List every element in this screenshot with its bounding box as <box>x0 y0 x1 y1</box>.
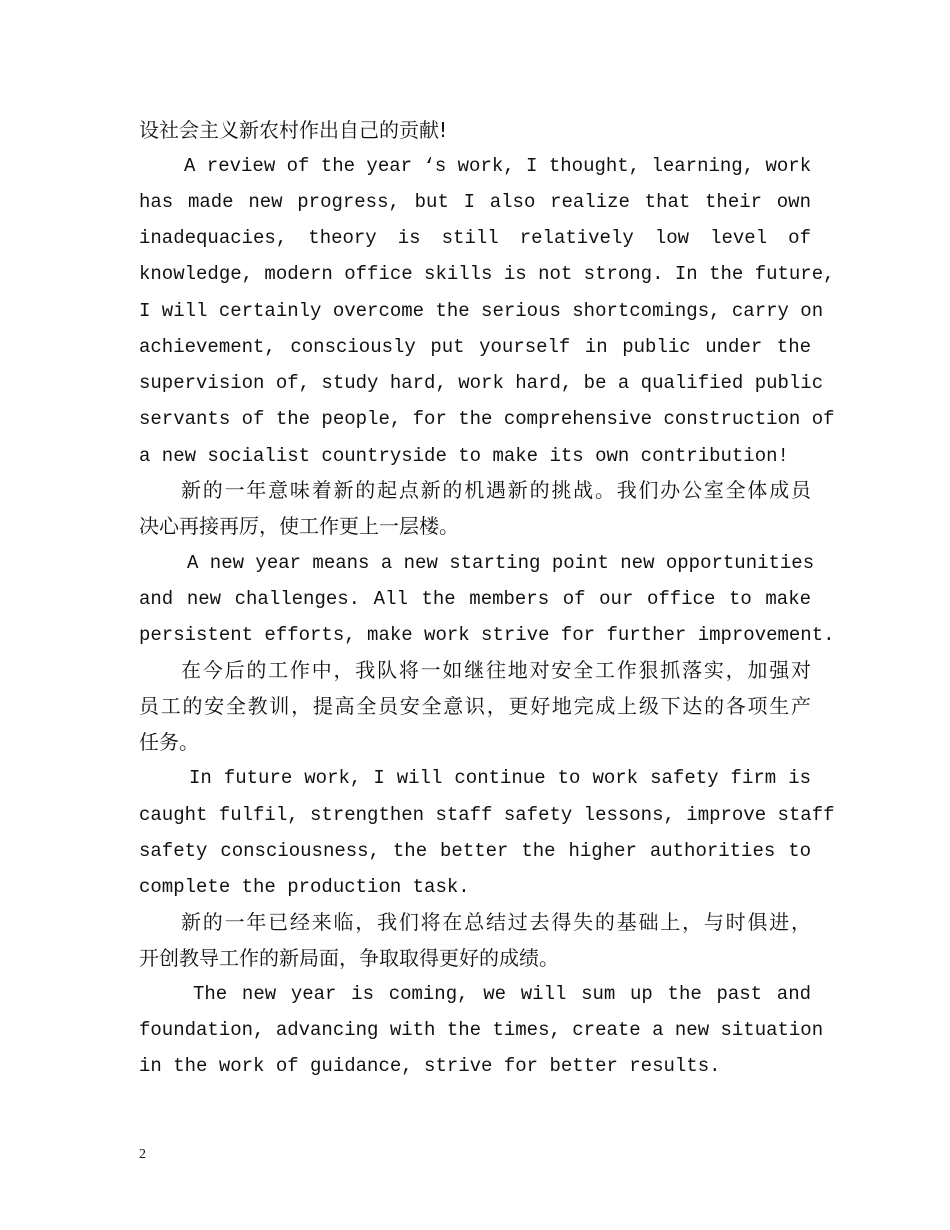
text-line: I will certainly overcome the serious shortcomings, carry on <box>139 300 824 322</box>
text-line: 设社会主义新农村作出自己的贡献! <box>139 118 448 142</box>
text-line: 新的一年意味着新的起点新的机遇新的挑战。我们办公室全体成员 <box>181 478 811 502</box>
text-line: has made new progress, but I also realize that their own <box>139 191 811 213</box>
text-line: 决心再接再厉，使工作更上一层楼。 <box>139 514 459 538</box>
text-line: servants of the people, for the comprehensive construction of <box>139 408 835 430</box>
text-line: A review of the year ‘s work, I thought, learning, work <box>184 155 812 177</box>
text-line: a new socialist countryside to make its own contribution! <box>139 445 789 467</box>
text-line: supervision of, study hard, work hard, be a qualified public <box>139 372 824 394</box>
text-line: persistent efforts, make work strive for further improvement. <box>139 624 835 646</box>
text-line: 开创教导工作的新局面，争取取得更好的成绩。 <box>139 946 559 970</box>
text-line: 员工的安全教训，提高全员安全意识，更好地完成上级下达的各项生产 <box>139 694 811 718</box>
page-number: 2 <box>139 1147 146 1162</box>
text-line: in the work of guidance, strive for better results. <box>139 1055 721 1077</box>
text-line: caught fulfil, strengthen staff safety lessons, improve staff <box>139 804 835 826</box>
text-line: A new year means a new starting point new opportunities <box>187 552 815 574</box>
text-line: foundation, advancing with the times, create a new situation <box>139 1019 824 1041</box>
text-line: 任务。 <box>139 730 199 754</box>
text-line: The new year is coming, we will sum up the past and <box>193 983 811 1005</box>
text-line: complete the production task. <box>139 876 470 898</box>
text-line: In future work, I will continue to work safety firm is <box>189 767 811 789</box>
text-line: 新的一年已经来临，我们将在总结过去得失的基础上，与时俱进， <box>181 910 811 934</box>
text-line: 在今后的工作中，我队将一如继往地对安全工作狠抓落实，加强对 <box>181 658 811 682</box>
text-line: inadequacies, theory is still relatively low level of <box>139 227 811 249</box>
text-line: and new challenges. All the members of our office to make <box>139 588 811 610</box>
text-line: achievement, consciously put yourself in public under the <box>139 336 811 358</box>
text-line: knowledge, modern office skills is not strong. In the future, <box>139 263 835 285</box>
text-line: safety consciousness, the better the higher authorities to <box>139 840 811 862</box>
